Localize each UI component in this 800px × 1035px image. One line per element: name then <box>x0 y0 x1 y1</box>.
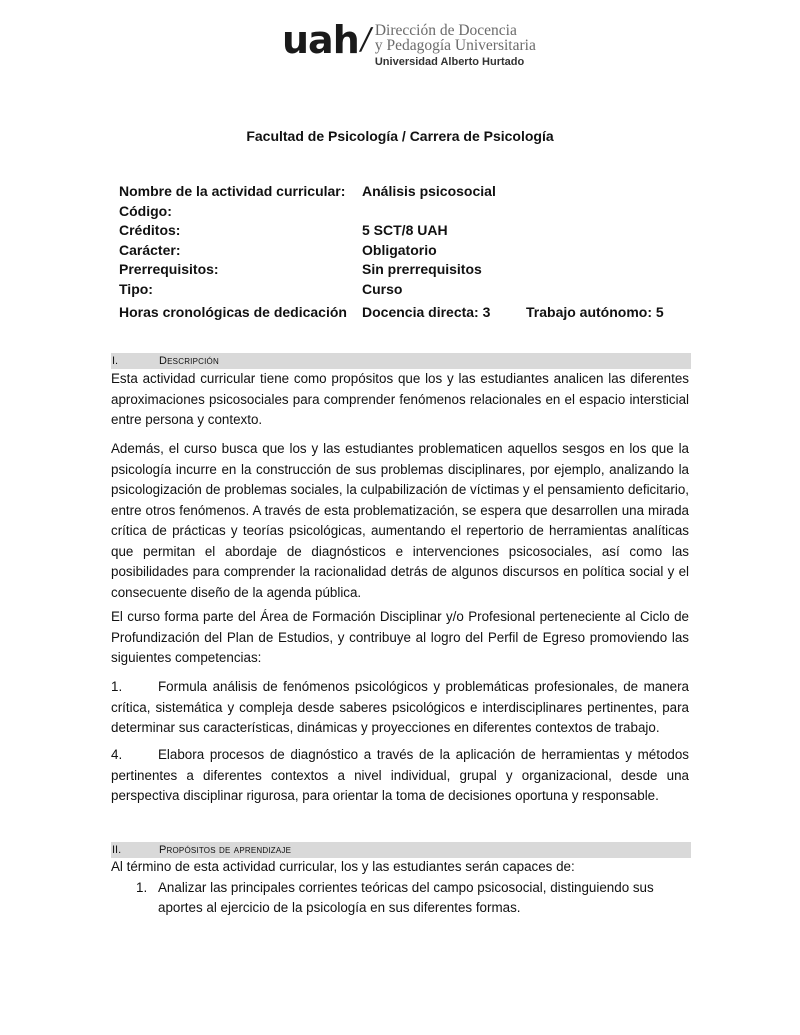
info-label: Créditos: <box>119 222 181 238</box>
logo-line1: Dirección de Docencia <box>374 22 517 39</box>
info-row-character <box>119 242 679 262</box>
info-label: Nombre de la actividad curricular: <box>119 183 346 199</box>
info-row-prereq <box>119 261 679 281</box>
info-value-autonomous: Trabajo autónomo: 5 <box>526 304 664 320</box>
section-number: I. <box>112 355 119 367</box>
competency-number: 4. <box>111 747 123 762</box>
info-value: Curso <box>362 280 403 297</box>
info-value-direct: Docencia directa: 3 <box>362 304 491 320</box>
competency-item <box>111 745 689 807</box>
competency-item <box>111 677 689 739</box>
info-label: Tipo: <box>119 280 153 297</box>
aims-list <box>111 857 689 919</box>
description-paragraph-1: Esta actividad curricular tiene como propósitos que los y las estudiantes analicen las diferentes aproximaciones psicosociales para comprender fenómenos relacionales en el espacio intersticial entre persona y contexto. <box>111 371 689 427</box>
info-label: Código: <box>119 202 172 219</box>
info-value: Análisis psicosocial <box>362 183 496 199</box>
section-number: II. <box>112 844 122 856</box>
info-value: Obligatorio <box>362 241 437 258</box>
competency-text: Elabora procesos de diagnóstico a través de la aplicación de herramientas y métodos pertinentes a diferentes contextos a nivel individual, grupal y organizacional, desde una perspectiva disciplinar rigurosa, para orientar la toma de decisiones oportuna y responsable. <box>111 747 689 803</box>
description-paragraph-3: El curso forma parte del Área de Formación Disciplinar y/o Profesional perteneciente al Ciclo de Profundización del Plan de Estudios, y contribuye al logro del Perfil de Egreso promoviendo las siguientes competencias: <box>111 609 689 665</box>
university-logo <box>282 16 536 72</box>
description-paragraph-2: Además, el curso busca que los y las estudiantes problematicen aquellos sesgos en los que la psicología incurre en la construcción de sus problemas disciplinares, por ejemplo, analizando la psicologización de problemas sociales, la culpabilización de víctimas y el pensamiento deficitario, entre otros fenómenos. A través de esta problematización, se espera que desarrollen una mirada crítica de prácticas y teorías psicológicas, aumentando el repertorio de herramientas analíticas que permitan el abordaje de diagnósticos e intervenciones psicosociales, así como las posibilidades para comprender la racionalidad detrás de algunos discursos en política social y el consecuente diseño de la agenda pública. <box>111 441 689 600</box>
aims-item-text: Analizar las principales corrientes teóricas del campo psicosocial, distinguiendo sus aportes al ejercicio de la psicología en sus diferentes formas. <box>158 879 654 915</box>
course-info-table <box>119 183 679 324</box>
info-row-credits <box>119 222 679 242</box>
info-label: Horas cronológicas de dedicación <box>119 304 347 320</box>
info-value: Sin prerrequisitos <box>362 261 482 277</box>
section-title: Propósitos de aprendizaje <box>159 844 292 856</box>
section-header-description <box>111 353 691 369</box>
info-row-type <box>119 281 679 301</box>
info-value: 5 SCT/8 UAH <box>362 222 448 238</box>
info-label: Carácter: <box>119 241 181 258</box>
section-header-aims <box>111 842 691 858</box>
info-label: Prerrequisitos: <box>119 261 219 277</box>
logo-line3: Universidad Alberto Hurtado <box>374 56 525 68</box>
logo-mark: uah <box>282 18 359 62</box>
aims-item <box>111 878 689 919</box>
logo-text <box>375 23 536 69</box>
faculty-heading: Facultad de Psicología / Carrera de Psicología <box>246 128 554 144</box>
info-row-name <box>119 183 679 203</box>
competency-number: 1. <box>111 679 123 694</box>
section-title: Descripción <box>159 355 219 367</box>
info-row-hours <box>119 304 679 324</box>
aims-intro: Al término de esta actividad curricular, los y las estudiantes serán capaces de: <box>111 859 575 874</box>
logo-slash: / <box>357 22 375 57</box>
logo-line2: y Pedagogía Universitaria <box>374 37 536 54</box>
aims-item-number: 1. <box>136 879 148 895</box>
info-row-code <box>119 203 679 223</box>
competency-text: Formula análisis de fenómenos psicológicos y problemáticas profesionales, de manera crítica, sistemática y compleja desde saberes psicológicos e interdisciplinares pertinentes, para determinar sus características, dinámicas y proyecciones en diferentes contextos de trabajo. <box>111 679 689 735</box>
